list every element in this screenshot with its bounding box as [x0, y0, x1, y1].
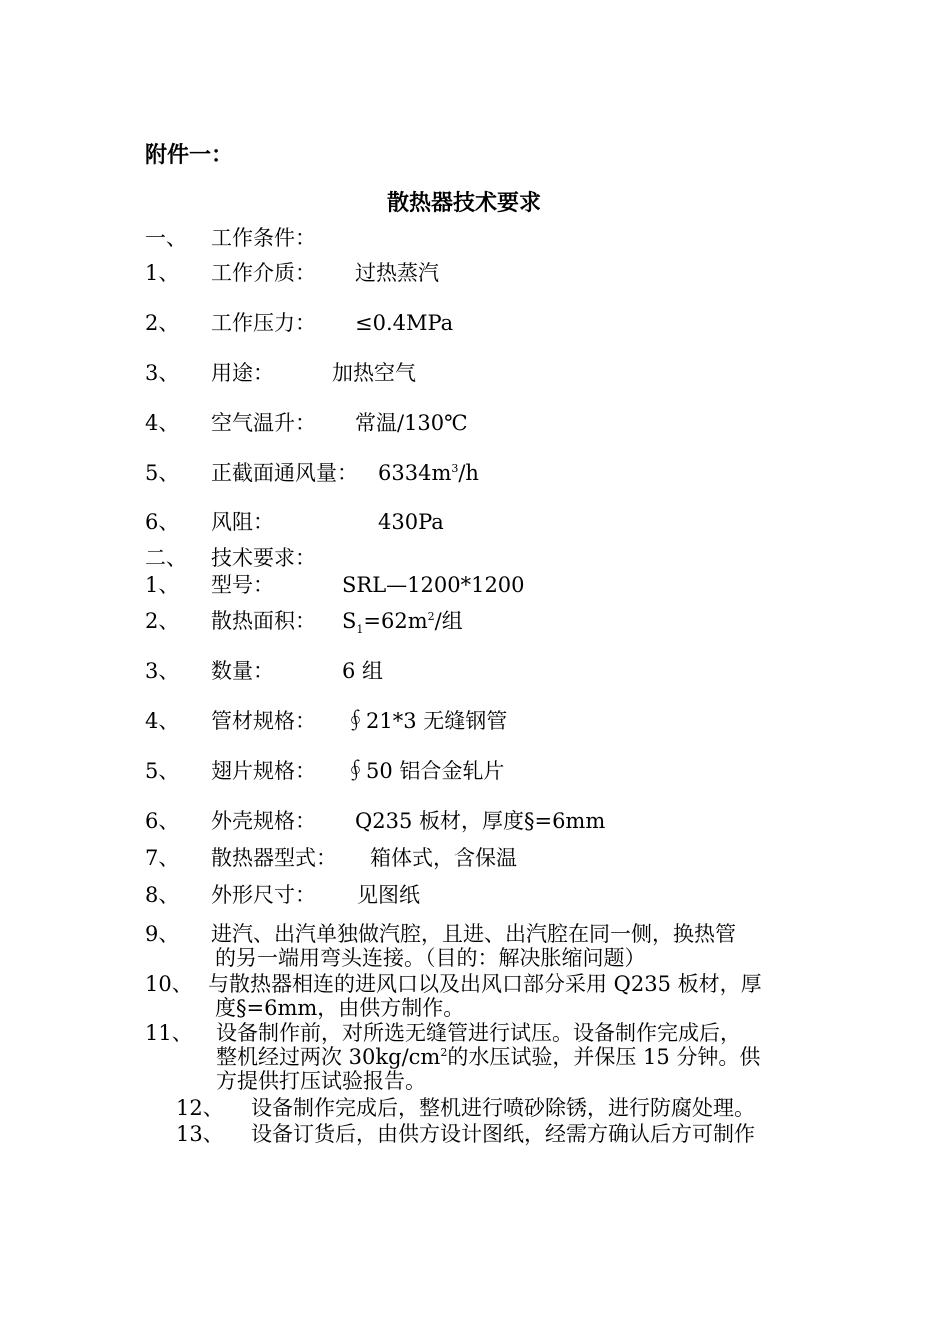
item-value: ≤0.4MPa — [355, 311, 454, 335]
item-label: 型号： — [211, 573, 274, 597]
value-part: =62m — [363, 609, 428, 633]
item-number: 1、 — [145, 261, 180, 285]
item-number: 6、 — [145, 809, 180, 833]
text-part: 的水压试验，并保压 15 分钟。供 — [447, 1045, 761, 1069]
item-number: 3、 — [145, 361, 180, 385]
item-value: 430Pa — [378, 510, 444, 534]
item-text-line — [216, 1045, 760, 1069]
item-text-line: 设备制作前，对所选无缝管进行试压。设备制作完成后， — [216, 1021, 741, 1045]
item-value: 箱体式，含保温 — [370, 846, 517, 870]
item-value: SRL—1200*1200 — [342, 573, 525, 597]
attachment-label: 附件一： — [145, 142, 234, 168]
item-label: 正截面通风量： — [211, 461, 358, 485]
item-label: 外形尺寸： — [211, 883, 316, 907]
item-label: 外壳规格： — [211, 809, 316, 833]
item-value — [378, 461, 479, 485]
item-label: 用途： — [211, 361, 274, 385]
item-number: 10、 — [145, 972, 193, 996]
document-title: 散热器技术要求 — [387, 190, 542, 216]
value-superscript: 2 — [427, 610, 435, 623]
item-value: 见图纸 — [357, 883, 420, 907]
item-value: ∮50 铝合金轧片 — [345, 759, 505, 783]
item-text-line: 设备订货后，由供方设计图纸，经需方确认后方可制作 — [251, 1122, 755, 1146]
item-value — [342, 609, 463, 637]
item-number: 8、 — [145, 883, 180, 907]
item-number: 5、 — [145, 759, 180, 783]
item-value: 常温/130℃ — [355, 411, 468, 435]
item-text-line: 与散热器相连的进风口以及出风口部分采用 Q235 板材，厚 — [208, 972, 762, 996]
item-number: 9、 — [145, 922, 180, 946]
item-label: 散热面积： — [211, 609, 316, 633]
item-label: 工作介质： — [211, 261, 316, 285]
value-main: 6334m — [378, 461, 452, 485]
section-number: 一、 — [145, 226, 187, 250]
item-label: 散热器型式： — [211, 846, 337, 870]
section-number: 二、 — [145, 546, 187, 570]
item-value: 6 组 — [342, 659, 384, 683]
item-text-line: 的另一端用弯头连接。（目的：解决胀缩问题） — [215, 946, 646, 970]
value-unit: /h — [458, 461, 479, 485]
value-superscript: 3 — [451, 462, 459, 475]
item-number: 11、 — [145, 1021, 193, 1045]
item-text-line: 设备制作完成后，整机进行喷砂除锈，进行防腐处理。 — [251, 1096, 755, 1120]
item-label: 工作压力： — [211, 311, 316, 335]
item-text-line: 度§=6mm，由供方制作。 — [215, 996, 465, 1020]
item-value: 过热蒸汽 — [355, 261, 439, 285]
item-value: ∮21*3 无缝钢管 — [345, 709, 508, 733]
item-number: 1、 — [145, 573, 180, 597]
text-superscript: 2 — [440, 1046, 448, 1059]
value-part: /组 — [434, 609, 463, 633]
item-number: 5、 — [145, 461, 180, 485]
item-number: 13、 — [176, 1122, 224, 1146]
value-subscript: 1 — [356, 623, 364, 637]
section-title: 技术要求： — [211, 546, 316, 570]
item-label: 翅片规格： — [211, 759, 316, 783]
item-label: 风阻： — [211, 510, 274, 534]
item-number: 2、 — [145, 609, 180, 633]
item-number: 2、 — [145, 311, 180, 335]
item-number: 12、 — [176, 1096, 224, 1120]
text-part: 整机经过两次 30kg/cm — [216, 1045, 441, 1069]
item-number: 6、 — [145, 510, 180, 534]
item-number: 7、 — [145, 846, 180, 870]
item-number: 4、 — [145, 709, 180, 733]
item-label: 管材规格： — [211, 709, 316, 733]
item-number: 4、 — [145, 411, 180, 435]
item-text-line: 方提供打压试验报告。 — [216, 1069, 426, 1093]
item-value: 加热空气 — [332, 361, 416, 385]
value-part: S — [342, 609, 357, 633]
item-label: 数量： — [211, 659, 274, 683]
item-number: 3、 — [145, 659, 180, 683]
section-title: 工作条件： — [211, 226, 316, 250]
item-value: Q235 板材，厚度§=6mm — [355, 809, 606, 833]
item-text-line: 进汽、出汽单独做汽腔，且进、出汽腔在同一侧，换热管 — [211, 922, 736, 946]
item-label: 空气温升： — [211, 411, 316, 435]
